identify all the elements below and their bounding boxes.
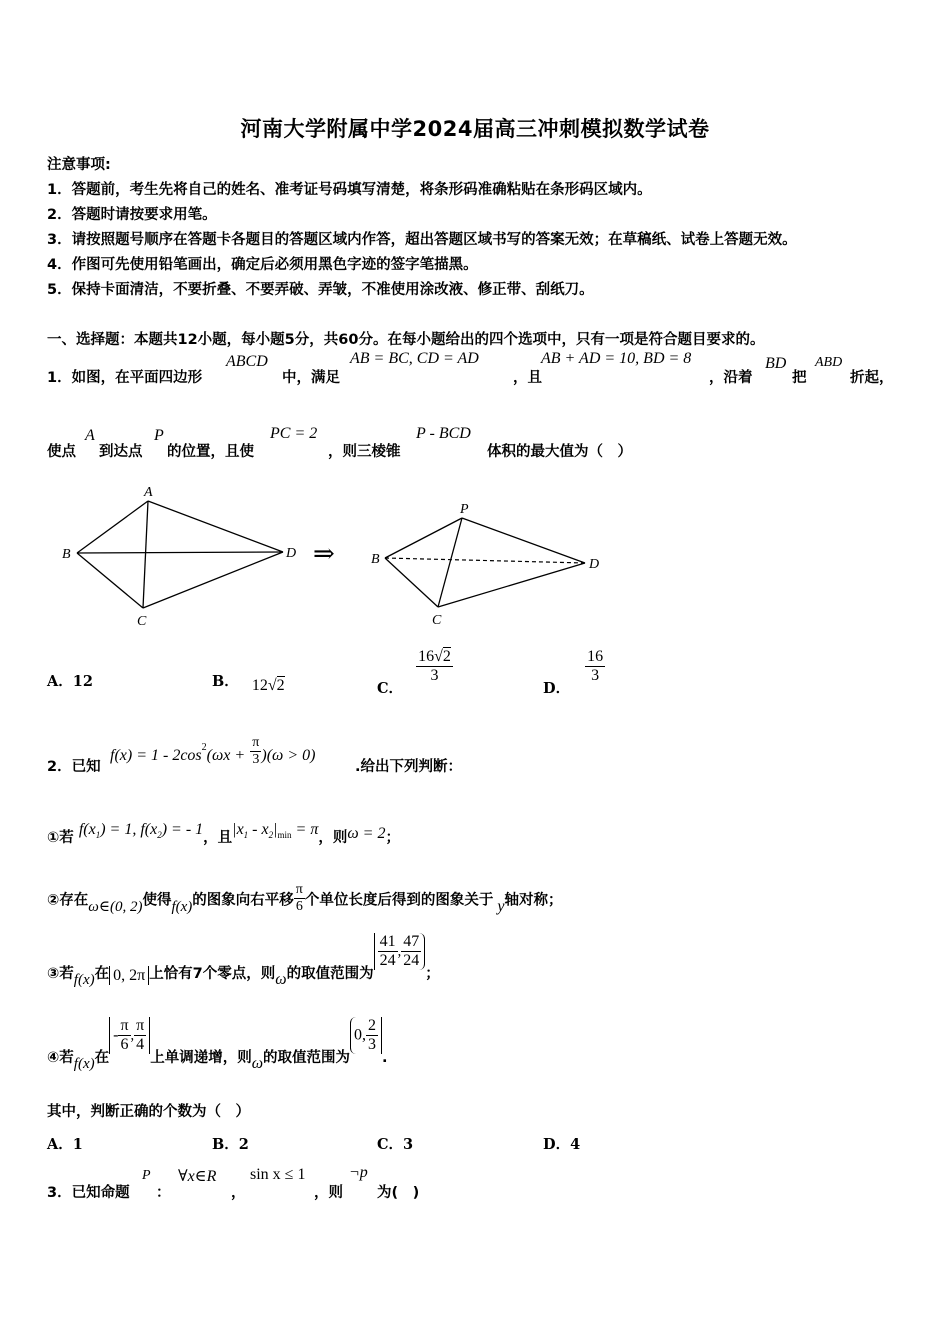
q1-option-a-label: A． xyxy=(47,673,73,690)
label-c-right: C xyxy=(432,613,442,628)
label-d-left: D xyxy=(286,546,297,561)
q1-option-a-value: 12 xyxy=(72,673,93,690)
q1-option-b-label: B． xyxy=(212,673,239,690)
q1-option-b[interactable] xyxy=(212,670,285,694)
q2-statement-2: ②存在ω∈(0, 2)使得f(x)的图象向右平移 $\frac{\pi}{6}$ 个单位长度后得到的图象关于 y轴对称； xyxy=(47,882,563,915)
q1-text-4: ，沿着 xyxy=(709,370,753,386)
q3-text-1: 3．已知命题 xyxy=(47,1185,130,1201)
q1-math-cond2: AB + AD = 10, BD = 8 xyxy=(541,350,692,367)
q2-option-d[interactable]: D．4 xyxy=(543,1136,581,1153)
section-heading: 一、选择题：本题共12小题，每小题5分，共60分。在每小题给出的四个选项中，只有一项是符合题目要求的。 xyxy=(47,332,765,348)
q1-text-5: 把 xyxy=(792,370,807,386)
q1-option-b-value: 12√2 xyxy=(251,677,285,694)
q1-option-d[interactable] xyxy=(543,648,605,697)
quadrilateral-abcd xyxy=(77,501,283,608)
notice-item-3: 3．请按照题号顺序在答题卡各题目的答题区域内作答，超出答题区域书写的答案无效；在草稿纸、试卷上答题无效。 xyxy=(47,232,797,248)
q2-statement-1: ①若 $f(x_1) = 1$, $f(x_2)$ = - 1，且$|x_1 - x_2|_{min} = \pi$，则ω = 2； xyxy=(47,821,400,846)
q1-option-d-label: D． xyxy=(543,679,571,697)
q1-text-6: 折起， xyxy=(850,370,894,386)
q2-text-2: .给出下列判断： xyxy=(355,759,463,775)
label-a: A xyxy=(144,485,153,500)
q2-statement-4: ④若f(x)在- $\frac{\pi}{6}$ , $\frac{\pi}{4}$ 上单调递增，则ω的取值范围为0, $\frac{2}{3}$ . xyxy=(47,1017,388,1072)
q1-option-c-label: C． xyxy=(377,679,404,697)
q3-math-notp: ¬p xyxy=(349,1164,368,1181)
tetrahedron-pbcd xyxy=(385,518,585,607)
label-b-right: B xyxy=(371,552,380,567)
fold-arrow-icon: ⇒ xyxy=(313,539,335,568)
notice-item-2: 2．答题时请按要求用笔。 xyxy=(47,207,217,223)
q2-option-c[interactable]: C．3 xyxy=(377,1136,414,1153)
notice-item-1: 1．答题前，考生先将自己的姓名、准考证号码填写清楚，将条形码准确粘贴在条形码区域内。 xyxy=(47,182,652,198)
q2-function: $f(x) = 1 - 2\cos^2(\omega x$ + $\frac{\pi}{3}$ )(ω > 0) xyxy=(110,735,316,767)
q1-text-1: 1．如图，在平面四边形 xyxy=(47,370,203,386)
q1-text-2: 中，满足 xyxy=(282,370,340,386)
q1-text-3: ，且 xyxy=(513,370,542,386)
notice-item-4: 4．作图可先使用铅笔画出，确定后必须用黑色字迹的签字笔描黑。 xyxy=(47,257,478,273)
q1-text-9: 的位置，且使 xyxy=(167,444,254,460)
q3-text-2: ： xyxy=(156,1185,171,1201)
q1-text-11: 体积的最大值为（ ） xyxy=(487,444,632,460)
q3-text-4: ，则 xyxy=(314,1185,343,1201)
q1-option-a[interactable] xyxy=(47,670,93,691)
q3-text-5: 为( ) xyxy=(377,1185,420,1201)
q1-math-abcd: ABCD xyxy=(226,353,268,370)
q1-option-d-fraction: $\frac{16}{3}$ xyxy=(587,648,604,684)
q1-option-c[interactable] xyxy=(377,648,453,697)
label-p: P xyxy=(460,502,469,517)
q1-text-10: ，则三棱锥 xyxy=(328,444,401,460)
q1-text-8: 到达点 xyxy=(99,444,143,460)
q2-question: 其中，判断正确的个数为（ ） xyxy=(47,1104,250,1120)
q2-option-b[interactable]: B．2 xyxy=(212,1136,249,1153)
q3-math-p: P xyxy=(142,1168,151,1183)
q1-math-cond1: AB = BC, CD = AD xyxy=(350,350,479,367)
q1-figure xyxy=(55,480,615,630)
q1-math-pc: PC = 2 xyxy=(270,425,318,442)
q2-text-1: 2．已知 xyxy=(47,759,101,775)
q2-option-a[interactable]: A．1 xyxy=(47,1136,83,1153)
q3-text-3: ， xyxy=(231,1185,246,1201)
q1-math-abd: ABD xyxy=(815,355,843,370)
q1-option-c-fraction: $\frac{16√2}{3}$ xyxy=(418,648,451,684)
label-c-left: C xyxy=(137,614,147,629)
q3-math-sin: sin x ≤ 1 xyxy=(250,1166,306,1183)
q1-text-7: 使点 xyxy=(47,444,76,460)
q1-math-a: A xyxy=(85,427,95,444)
notice-heading: 注意事项: xyxy=(47,157,111,173)
label-b-left: B xyxy=(62,547,71,562)
q1-math-p: P xyxy=(154,427,164,444)
q1-math-pbcd: P - BCD xyxy=(416,425,471,442)
q2-statement-3: ③若f(x)在 0, 2π 上恰有7个零点，则ω的取值范围为 $\frac{41}{24}$ , $\frac{47}{24}$ ； xyxy=(47,933,440,988)
label-d-right: D xyxy=(589,557,600,572)
q3-math-forall: ∀x∈R xyxy=(178,1168,217,1185)
notice-item-5: 5．保持卡面清洁，不要折叠、不要弄破、弄皱，不准使用涂改液、修正带、刮纸刀。 xyxy=(47,282,594,298)
q1-math-bd: BD xyxy=(765,355,787,372)
page-title: 河南大学附属中学2024届高三冲刺模拟数学试卷 xyxy=(240,117,710,141)
